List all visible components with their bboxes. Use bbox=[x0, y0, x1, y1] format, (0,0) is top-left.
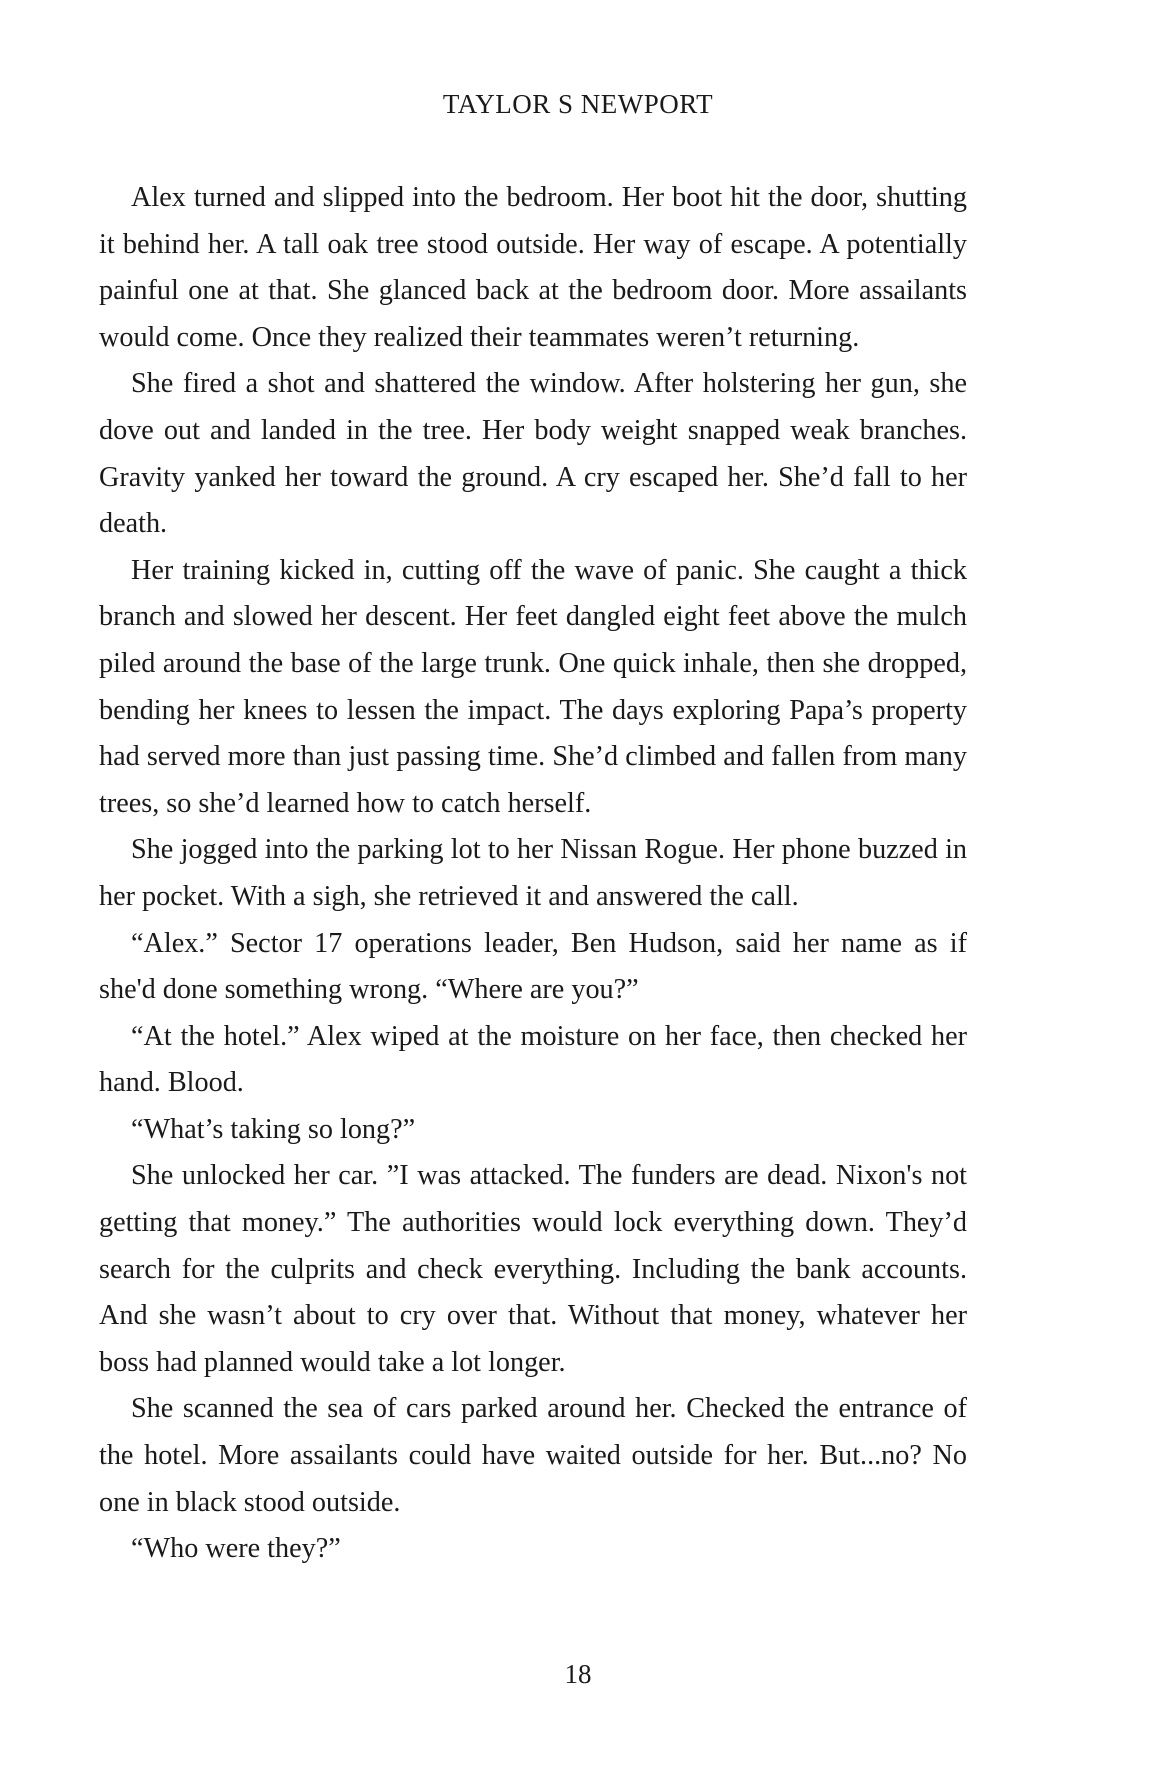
paragraph: Her training kicked in, cutting off the wave of panic. She caught a thick branch and slowed her descent. Her feet dangled eight feet above the mulch piled around the base of the large trunk. One quick inhale, then she dropped, bending her knees to lessen the impact. The days exploring Papa’s property had served more than just passing time. She’d climbed and fallen from many trees, so she’d learned how to catch herself. bbox=[99, 554, 967, 819]
paragraph: “At the hotel.” Alex wiped at the moisture on her face, then checked her hand. Blood. bbox=[99, 1020, 967, 1099]
paragraph: She jogged into the parking lot to her Nissan Rogue. Her phone buzzed in her pocket. With a sigh, she retrieved it and answered the call. bbox=[99, 834, 967, 912]
paragraph: “Who were they?” bbox=[131, 1533, 341, 1565]
paragraph: She unlocked her car. ”I was attacked. The funders are dead. Nixon's not getting that money.” The authorities would lock everything down. They’d search for the culprits and check everything. Including the bank accounts. And she wasn’t about to cry over that. Without that money, whatever her boss had planned would take a lot longer. bbox=[99, 1160, 967, 1378]
paragraph: “What’s taking so long?” bbox=[131, 1113, 416, 1145]
paragraph: “Alex.” Sector 17 operations leader, Ben Hudson, said her name as if she'd done something wrong. “Where are you?” bbox=[99, 927, 967, 1006]
paragraph: She fired a shot and shattered the window. After holstering her gun, she dove out and landed in the tree. Her body weight snapped weak branches. Gravity yanked her toward the ground. A cry escaped her. She’d fall to her death. bbox=[99, 368, 967, 540]
page-number: 18 bbox=[564, 1659, 592, 1689]
body-text bbox=[99, 175, 967, 1573]
running-head: TAYLOR S NEWPORT bbox=[442, 89, 714, 119]
paragraph: Alex turned and slipped into the bedroom. Her boot hit the door, shutting it behind her. A tall oak tree stood outside. Her way of escape. A potentially painful one at that. She glanced back at the bedroom door. More assailants would come. Once they realized their teammates weren’t returning. bbox=[99, 182, 967, 353]
paragraph: She scanned the sea of cars parked around her. Checked the entrance of the hotel. More assailants could have waited outside for her. But...no? No one in black stood outside. bbox=[99, 1393, 967, 1518]
